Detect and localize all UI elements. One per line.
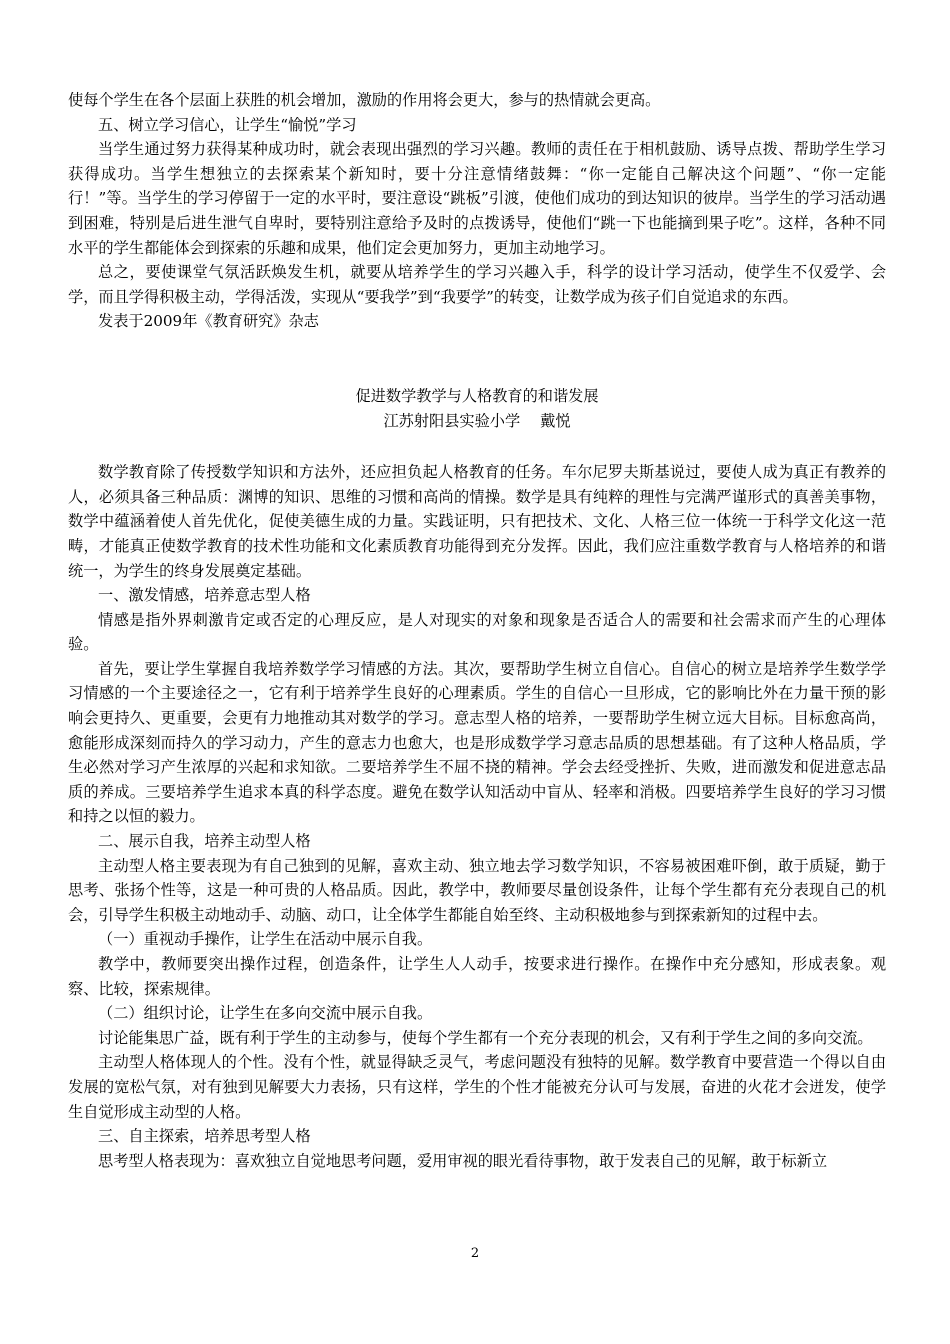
article-header bbox=[68, 384, 886, 433]
paragraph: 教学中，教师要突出操作过程，创造条件，让学生人人动手，按要求进行操作。在操作中充分感知，形成表象。观察、比较，探索规律。 bbox=[68, 955, 886, 998]
section-heading: 二、展示自我，培养主动型人格 bbox=[98, 832, 311, 851]
article-byline: 江苏射阳县实验小学 戴悦 bbox=[383, 411, 571, 430]
subsection-heading: （一）重视动手操作，让学生在活动中展示自我。 bbox=[98, 930, 433, 949]
publication-note: 发表于2009年《教育研究》杂志 bbox=[98, 312, 319, 331]
document-page bbox=[68, 88, 886, 1173]
article-title: 促进数学教学与人格教育的和谐发展 bbox=[355, 386, 599, 405]
paragraph: 总之，要使课堂气氛活跃焕发生机，就要从培养学生的学习兴趣入手，科学的设计学习活动，使学生不仅爱学、会学，而且学得积极主动，学得活泼，实现从“要我学”到“我要学”的转变，让数学成为孩子们自觉追求的东西。 bbox=[68, 263, 886, 306]
paragraph: 主动型人格主要表现为有自己独到的见解，喜欢主动、独立地去学习数学知识，不容易被困难吓倒，敢于质疑，勤于思考、张扬个性等，这是一种可贵的人格品质。因此，教学中，教师要尽量创设条件，让每个学生都有充分表现自己的机会，引导学生积极主动地动手、动脑、动口，让全体学生都能自始至终、主动积极地参与到探索新知的过程中去。 bbox=[68, 856, 886, 924]
section-heading: 五、树立学习信心，让学生“愉悦”学习 bbox=[98, 115, 357, 134]
subsection-heading: （二）组织讨论，让学生在多向交流中展示自我。 bbox=[98, 1004, 433, 1023]
paragraph: 首先，要让学生掌握自我培养数学学习情感的方法。其次，要帮助学生树立自信心。自信心的树立是培养学生数学学习情感的一个主要途径之一，它有利于培养学生良好的心理素质。学生的自信心一旦形成，它的影响比外在力量干预的影响会更持久、更重要，会更有力地推动其对数学的学习。意志型人格的培养，一要帮助学生树立远大目标。目标愈高尚，愈能形成深刻而持久的学习动力，产生的意志力也愈大，也是形成数学学习意志品质的思想基础。有了这种人格品质，学生必然对学习产生浓厚的兴起和求知欲。二要培养学生不屈不挠的精神。学会去经受挫折、失败，进而激发和促进意志品质的养成。三要培养学生追求本真的科学态度。避免在数学认知活动中盲从、轻率和消极。四要培养学生良好的学习习惯和持之以恒的毅力。 bbox=[68, 659, 886, 826]
paragraph: 主动型人格体现人的个性。没有个性，就显得缺乏灵气，考虑问题没有独特的见解。数学教育中要营造一个得以自由发展的宽松气氛，对有独到见解要大力表扬，只有这样，学生的个性才能被充分认可与发展，奋进的火花才会迸发，使学生自觉形成主动型的人格。 bbox=[68, 1053, 886, 1121]
paragraph: 数学教育除了传授数学知识和方法外，还应担负起人格教育的任务。车尔尼罗夫斯基说过，要使人成为真正有教养的人，必须具备三种品质：渊博的知识、思维的习惯和高尚的情操。数学是具有纯粹的理性与完满严谨形式的真善美事物，数学中蕴涵着使人首先优化，促使美德生成的力量。实践证明，只有把技术、文化、人格三位一体统一于科学文化这一范畴，才能真正使数学教育的技术性功能和文化素质教育功能得到充分发挥。因此，我们应注重数学教育与人格培养的和谐统一，为学生的终身发展奠定基础。 bbox=[68, 463, 886, 580]
section-heading: 三、自主探索，培养思考型人格 bbox=[98, 1127, 311, 1146]
paragraph-continuation: 使每个学生在各个层面上获胜的机会增加，激励的作用将会更大，参与的热情就会更高。 bbox=[68, 91, 661, 109]
paragraph: 思考型人格表现为：喜欢独立自觉地思考问题，爱用审视的眼光看待事物，敢于发表自己的见解，敢于标新立 bbox=[98, 1151, 827, 1170]
page-number: 2 bbox=[470, 1246, 480, 1261]
section-spacer bbox=[68, 334, 886, 384]
section-heading: 一、激发情感，培养意志型人格 bbox=[98, 586, 311, 605]
paragraph: 当学生通过努力获得某种成功时，就会表现出强烈的学习兴趣。教师的责任在于相机鼓励、诱导点拨、帮助学生学习获得成功。当学生想独立的去探索某个新知时，要十分注意情绪鼓舞：“你一定能自己解决这个问题”、“你一定能行！”等。当学生的学习停留于一定的水平时，要注意设“跳板”引渡，使他们成功的到达知识的彼岸。当学生的学习活动遇到困难，特别是后进生泄气自卑时，要特别注意给予及时的点拨诱导，使他们“跳一下也能摘到果子吃”。这样，各种不同水平的学生都能体会到探索的乐趣和成果，他们定会更加努力，更加主动地学习。 bbox=[68, 140, 886, 257]
paragraph: 情感是指外界刺激肯定或否定的心理反应，是人对现实的对象和现象是否适合人的需要和社会需求而产生的心理体验。 bbox=[68, 610, 886, 654]
paragraph: 讨论能集思广益，既有利于学生的主动参与，使每个学生都有一个充分表现的机会，又有利于学生之间的多向交流。 bbox=[98, 1028, 873, 1047]
title-spacer bbox=[68, 433, 886, 460]
